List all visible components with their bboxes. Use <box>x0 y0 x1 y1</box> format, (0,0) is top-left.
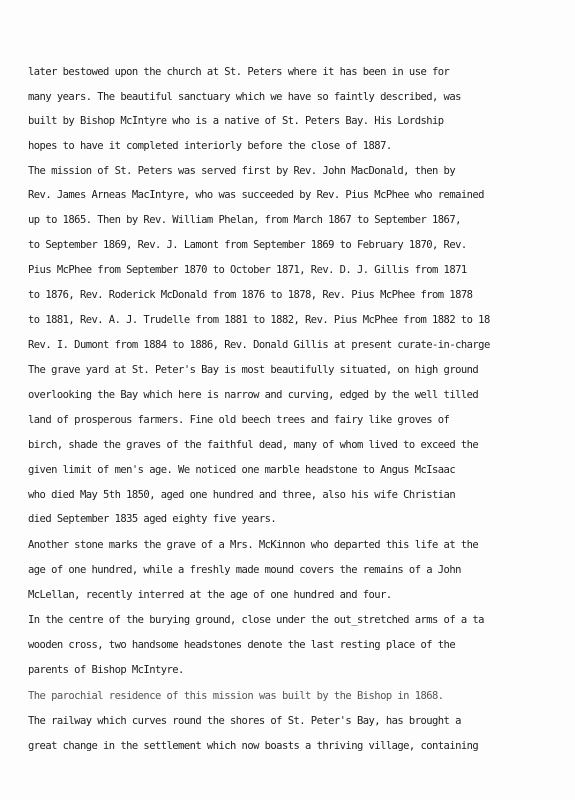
text-line: died September 1835 aged eighty five years. <box>28 513 277 525</box>
text-line: McLellan, recently interred at the age of one hundred and four. <box>28 589 392 601</box>
text-line: The grave yard at St. Peter's Bay is most beautifully situated, on high ground <box>28 364 479 376</box>
text-line: Another stone marks the grave of a Mrs. McKinnon who departed this life at the <box>28 539 479 551</box>
text-line: given limit of men's age. We noticed one marble headstone to Angus McIsaac <box>28 464 456 476</box>
text-line: In the centre of the burying ground, close under the out_stretched arms of a ta <box>28 614 484 626</box>
text-line: overlooking the Bay which here is narrow and curving, edged by the well tilled <box>28 389 479 401</box>
text-line: land of prosperous farmers. Fine old beech trees and fairy like groves of <box>28 414 450 426</box>
text-line: birch, shade the graves of the faithful dead, many of whom lived to exceed the <box>28 439 479 451</box>
text-line: later bestowed upon the church at St. Peters where it has been in use for <box>28 66 450 78</box>
text-line: built by Bishop McIntyre who is a native of St. Peters Bay. His Lordship <box>28 115 444 127</box>
text-line: The parochial residence of this mission was built by the Bishop in 1868. <box>28 690 444 702</box>
text-line: to September 1869, Rev. J. Lamont from September 1869 to February 1870, Rev. <box>28 239 467 251</box>
text-line: wooden cross, two handsome headstones denote the last resting place of the <box>28 639 456 651</box>
text-line: to 1881, Rev. A. J. Trudelle from 1881 to 1882, Rev. Pius McPhee from 1882 to 18 <box>28 314 490 326</box>
text-line: who died May 5th 1850, aged one hundred and three, also his wife Christian <box>28 489 456 501</box>
text-line: The mission of St. Peters was served first by Rev. John MacDonald, then by <box>28 165 456 177</box>
text-line: age of one hundred, while a freshly made mound covers the remains of a John <box>28 564 461 576</box>
text-line: many years. The beautiful sanctuary which we have so faintly described, was <box>28 91 461 103</box>
text-line: up to 1865. Then by Rev. William Phelan, from March 1867 to September 1867, <box>28 214 461 226</box>
text-line: Rev. James Arneas MacIntyre, who was succeeded by Rev. Pius McPhee who remained <box>28 189 484 201</box>
text-line: great change in the settlement which now boasts a thriving village, containing <box>28 740 479 752</box>
text-line: The railway which curves round the shores of St. Peter's Bay, has brought a <box>28 715 461 727</box>
text-line: to 1876, Rev. Roderick McDonald from 1876 to 1878, Rev. Pius McPhee from 1878 <box>28 289 473 301</box>
text-line: Pius McPhee from September 1870 to October 1871, Rev. D. J. Gillis from 1871 <box>28 264 467 276</box>
text-line: Rev. I. Dumont from 1884 to 1886, Rev. Donald Gillis at present curate-in-charge <box>28 339 490 351</box>
text-line: parents of Bishop McIntyre. <box>28 664 184 676</box>
text-line: hopes to have it completed interiorly before the close of 1887. <box>28 140 392 152</box>
